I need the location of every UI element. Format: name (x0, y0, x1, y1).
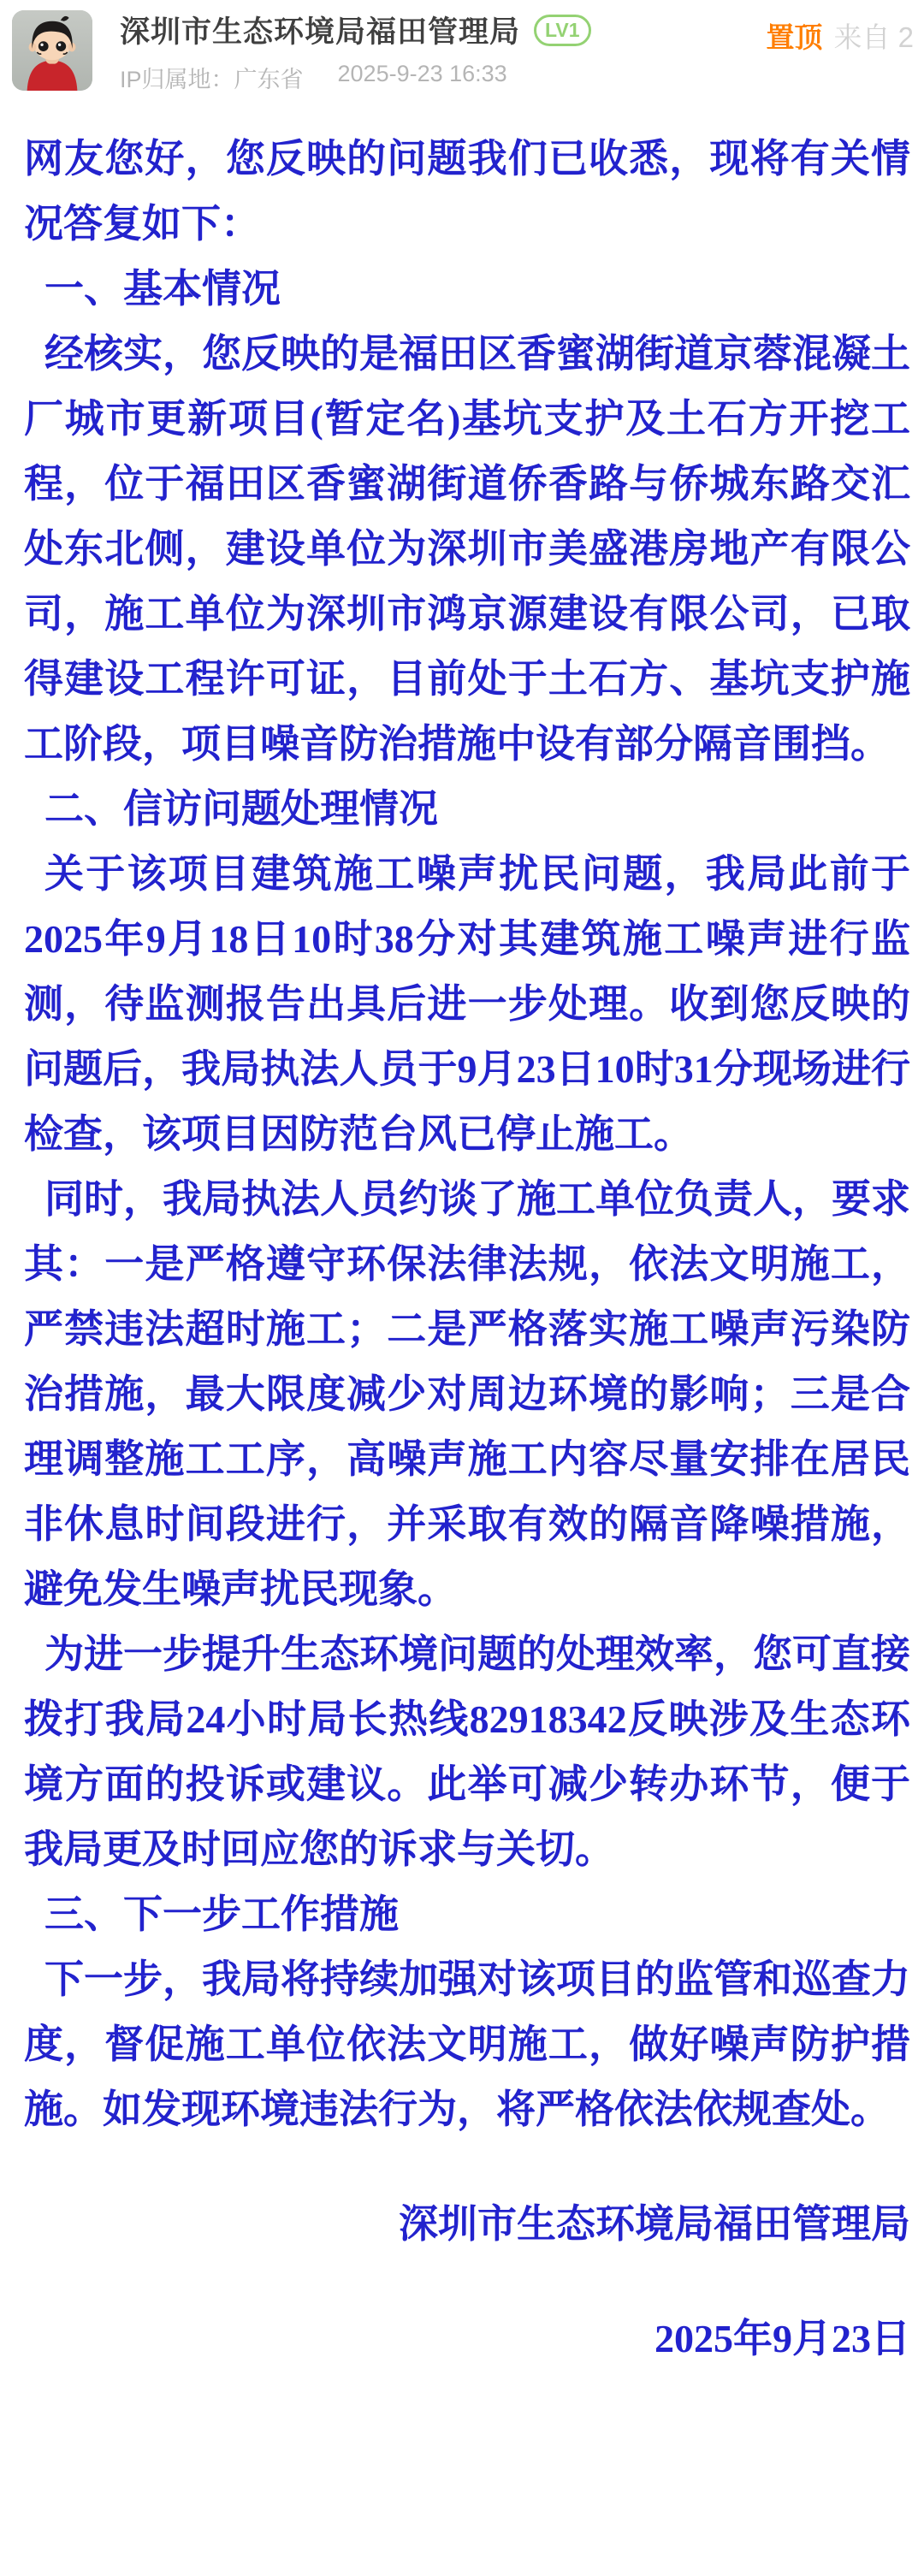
post-content (0, 104, 924, 2372)
section-heading: 二、信访问题处理情况 (44, 787, 438, 831)
paragraph: 经核实，您反映的是福田区香蜜湖街道京蓉混凝土厂城市更新项目(暂定名)基坑支护及土石方开挖工程，位于福田区香蜜湖街道侨香路与侨城东路交汇处东北侧，建设单位为深圳市美盛港房地产有限公司，施工单位为深圳市鸿京源建设有限公司，已取得建设工程许可证，目前处于土石方、基坑支护施工阶段，项目噪音防治措施中设有部分隔音围挡。 (24, 332, 910, 766)
paragraph: 关于该项目建筑施工噪声扰民问题，我局此前于2025年9月18日10时38分对其建筑施工噪声进行监测，待监测报告出具后进一步处理。收到您反映的问题后，我局执法人员于9月23日10时31分现场进行检查，该项目因防范台风已停止施工。 (24, 852, 910, 1156)
meta-row (120, 61, 591, 94)
user-info (120, 9, 591, 94)
source-label: 来自 2 (833, 21, 914, 53)
pinned-badge: 置顶 (766, 21, 823, 53)
boy-avatar-icon (12, 10, 92, 91)
timestamp: 2025-9-23 16:33 (337, 61, 507, 86)
paragraph: 网友您好，您反映的问题我们已收悉，现将有关情况答复如下： (24, 137, 910, 246)
paragraph: 为进一步提升生态环境问题的处理效率，您可直接拨打我局24小时局长热线82918342反映涉及生态环境方面的投诉或建议。此举可减少转办环节，便于我局更及时回应您的诉求与关切。 (24, 1632, 910, 1871)
username[interactable]: 深圳市生态环境局福田管理局 (120, 15, 521, 49)
section-heading: 三、下一步工作措施 (44, 1892, 399, 1936)
avatar[interactable] (12, 10, 92, 91)
ip-location: IP归属地：广东省 (120, 67, 304, 92)
post-date: 2025年9月23日 (654, 2317, 910, 2360)
paragraph: 下一步，我局将持续加强对该项目的监管和巡查力度，督促施工单位依法文明施工，做好噪声防护措施。如发现环境违法行为，将严格依法依规查处。 (24, 1957, 910, 2131)
paragraph: 同时，我局执法人员约谈了施工单位负责人，要求其：一是严格遵守环保法律法规，依法文明施工，严禁违法超时施工；二是严格落实施工噪声污染防治措施，最大限度减少对周边环境的影响；三是合理调整施工工序，高噪声施工内容尽量安排在居民非休息时间段进行，并采取有效的隔音降噪措施，避免发生噪声扰民现象。 (24, 1177, 910, 1611)
header-right (766, 15, 914, 56)
post-header (0, 0, 924, 104)
section-heading: 一、基本情况 (44, 267, 281, 311)
level-badge: LV1 (534, 15, 590, 46)
signature: 深圳市生态环境局福田管理局 (399, 2202, 910, 2246)
